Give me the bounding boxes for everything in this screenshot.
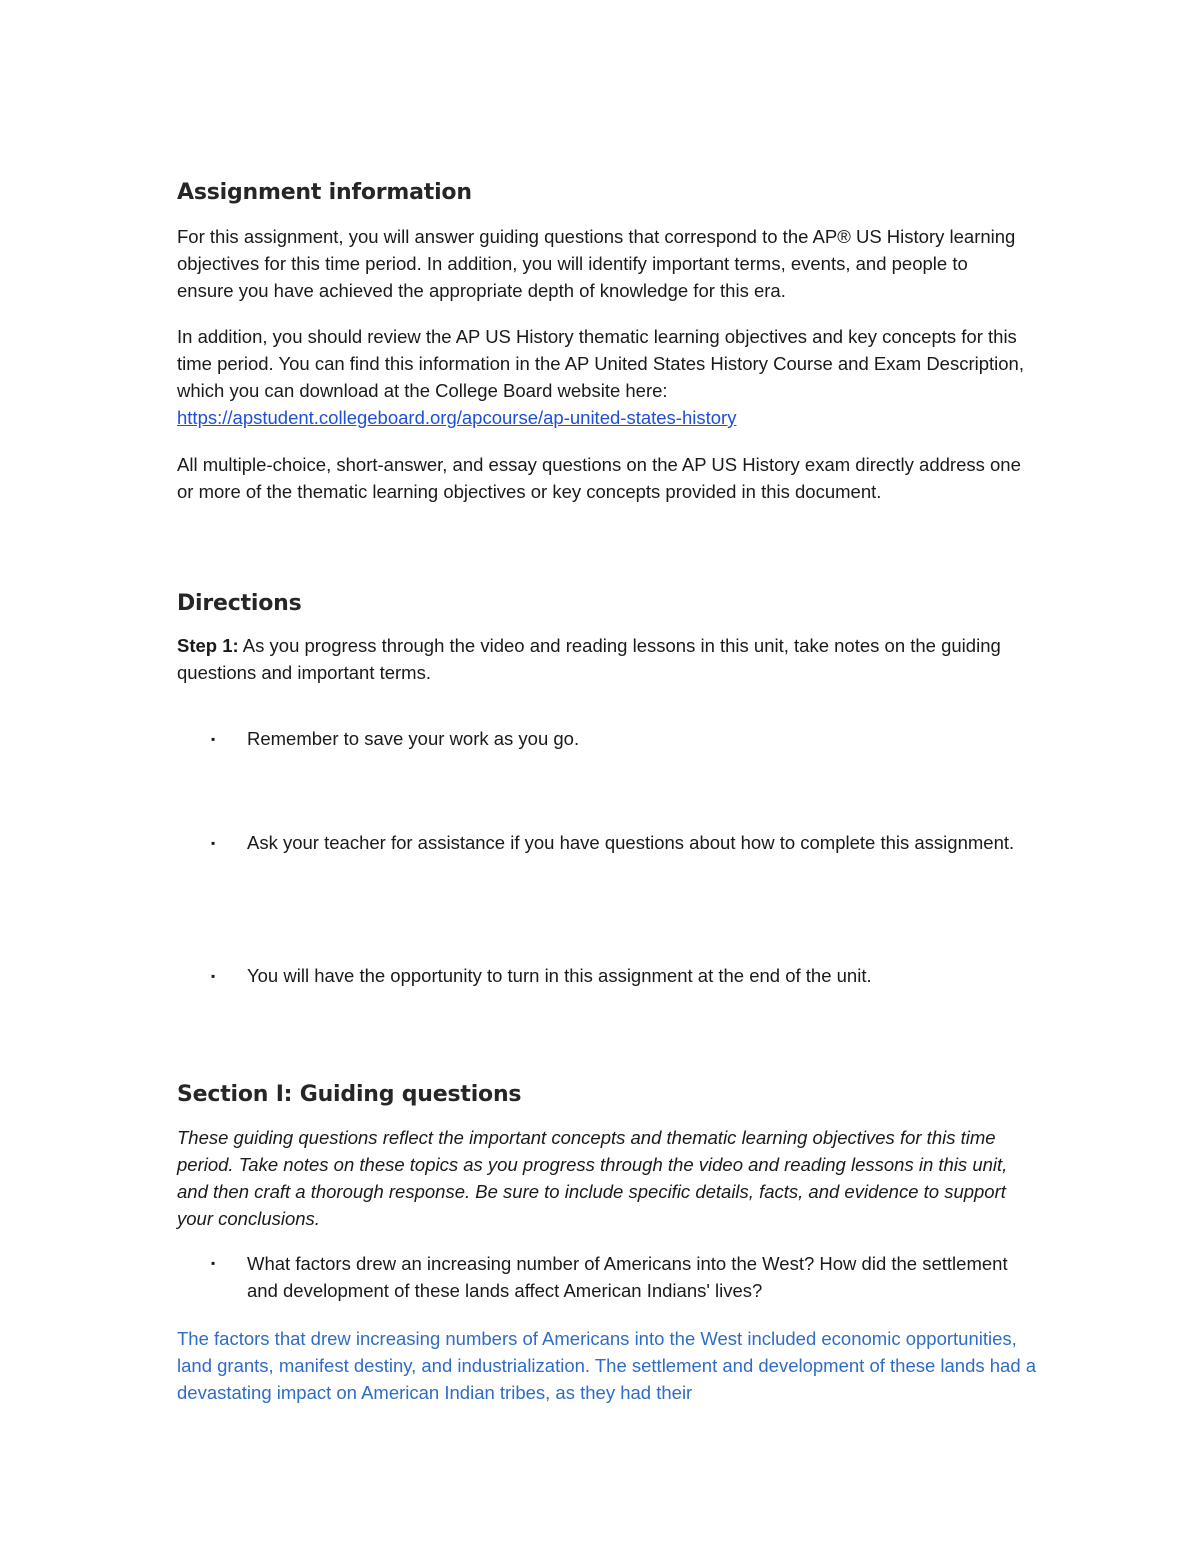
- assignment-paragraph-1: For this assignment, you will answer guiding questions that correspond to the AP® US History learning objectives for this time period. In addition, you will identify important terms, events, and people to ensure you have achieved the appropriate depth of knowledge for this era.: [177, 226, 1016, 301]
- bullet-icon: ▪: [211, 732, 216, 746]
- step-1-paragraph: [177, 632, 1027, 686]
- bullet-text: You will have the opportunity to turn in this assignment at the end of the unit.: [247, 965, 872, 986]
- list-item: [177, 828, 1037, 858]
- bullet-icon: ▪: [211, 1256, 216, 1270]
- answer-text[interactable]: The factors that drew increasing numbers of Americans into the West included economic opportunities, land grants, manifest destiny, and industrialization. The settlement and development of these lands had a devastating impact on American Indian tribes, as they had their: [177, 1328, 1037, 1403]
- assignment-paragraph-3: All multiple-choice, short-answer, and essay questions on the AP US History exam directly address one or more of the thematic learning objectives or key concepts provided in this document.: [177, 454, 1021, 502]
- directions-heading: Directions: [177, 591, 302, 616]
- section-1-intro: These guiding questions reflect the important concepts and thematic learning objectives for this time period. Take notes on these topics as you progress through the video and reading lessons in this unit, and then craft a thorough response. Be sure to include specific details, facts, and evidence to support your conclusions.: [177, 1127, 1008, 1229]
- assignment-paragraph-2-text: In addition, you should review the AP US History thematic learning objectives and key concepts for this time period. You can find this information in the AP United States History Course and Exam Description, which you can download at the College Board website here:: [177, 326, 1024, 401]
- bullet-text: Ask your teacher for assistance if you have questions about how to complete this assignment.: [247, 832, 1015, 853]
- assignment-heading: Assignment information: [177, 180, 472, 205]
- directions-bullet-list: [177, 724, 1037, 986]
- list-item: [177, 724, 1037, 754]
- bullet-text: Remember to save your work as you go.: [247, 728, 580, 749]
- bullet-icon: ▪: [211, 836, 216, 850]
- section-1-heading: Section I: Guiding questions: [177, 1082, 522, 1107]
- step-1-label: Step 1:: [177, 635, 239, 656]
- guiding-questions-list: [177, 1250, 1037, 1304]
- question-text: What factors drew an increasing number of Americans into the West? How did the settlement and development of these lands affect American Indians' lives?: [247, 1253, 1008, 1301]
- college-board-link[interactable]: https://apstudent.collegeboard.org/apcourse/ap-united-states-history: [177, 407, 737, 428]
- step-1-text: As you progress through the video and reading lessons in this unit, take notes on the guiding questions and important terms.: [177, 635, 1001, 683]
- list-item: [177, 961, 1037, 991]
- assignment-paragraph-2: [177, 323, 1027, 431]
- list-item: [177, 1250, 1037, 1304]
- bullet-icon: ▪: [211, 969, 216, 983]
